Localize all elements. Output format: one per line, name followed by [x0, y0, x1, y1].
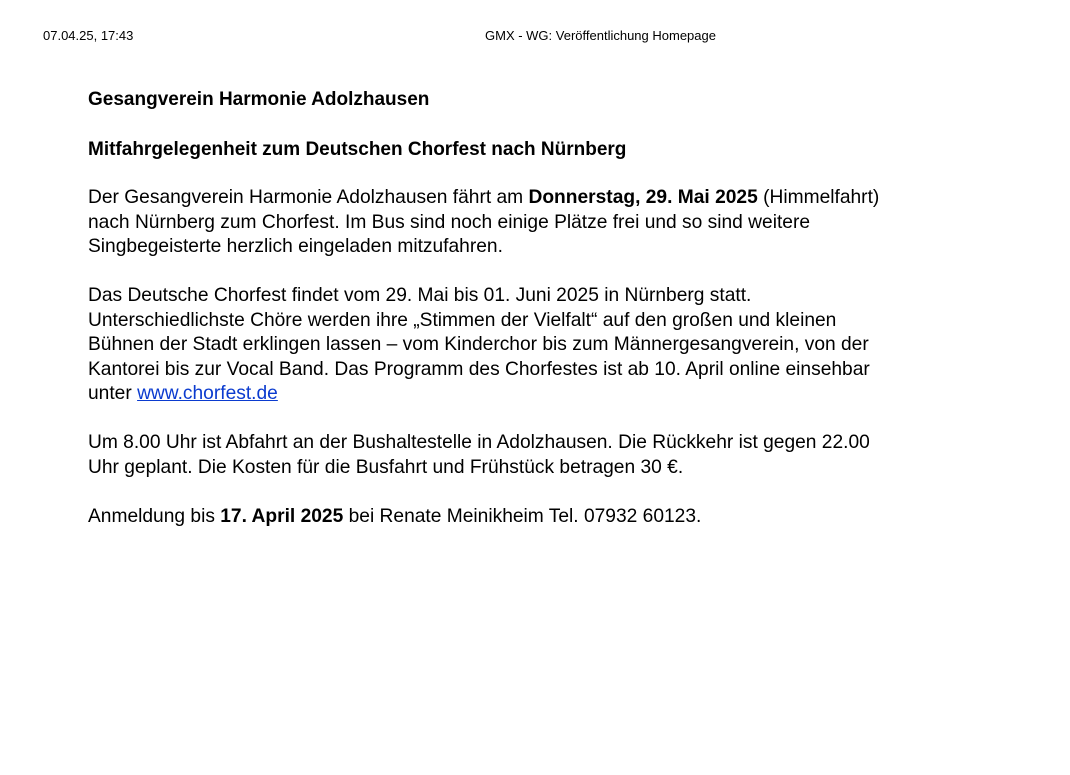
paragraph-text: Um 8.00 Uhr ist Abfahrt an der Bushaltestelle in Adolzhausen. Die Rückkehr ist gegen 22.00 — [88, 432, 870, 453]
print-date: 07.04.25, 17:43 — [43, 28, 134, 43]
paragraph-text: Singbegeisterte herzlich eingeladen mitzufahren. — [88, 236, 503, 257]
paragraph-chorfest-info — [88, 284, 1008, 407]
trip-date: Donnerstag, 29. Mai 2025 — [528, 187, 758, 208]
paragraph-text: Uhr geplant. Die Kosten für die Busfahrt und Frühstück betragen 30 €. — [88, 456, 684, 478]
document-body — [88, 88, 1008, 554]
print-header — [0, 27, 1070, 45]
paragraph-text: Das Deutsche Chorfest findet vom 29. Mai bis 01. Juni 2025 in Nürnberg statt. — [88, 285, 752, 306]
registration-deadline: 17. April 2025 — [220, 505, 344, 527]
paragraph-trip-intro — [88, 186, 1008, 260]
paragraph-text: (Himmelfahrt) — [757, 187, 880, 208]
paragraph-text: Kantorei bis zur Vocal Band. Das Programm des Chorfestes ist ab 10. April online einsehbar — [88, 358, 870, 380]
paragraph-schedule — [88, 431, 1008, 480]
paragraph-text: Unterschiedlichste Chöre werden ihre „Stimmen der Vielfalt“ auf den großen und kleinen — [88, 309, 837, 331]
paragraph-text: Der Gesangverein Harmonie Adolzhausen fährt am — [88, 187, 529, 208]
paragraph-text: unter — [88, 383, 138, 404]
paragraph-text: bei Renate Meinikheim Tel. 07932 60123. — [343, 505, 702, 527]
paragraph-text: Bühnen der Stadt erklingen lassen – vom Kinderchor bis zum Männergesangverein, von der — [88, 334, 869, 355]
ride-share-heading: Mitfahrgelegenheit zum Deutschen Chorfest nach Nürnberg — [88, 138, 627, 160]
club-heading: Gesangverein Harmonie Adolzhausen — [88, 89, 430, 110]
print-title: GMX - WG: Veröffentlichung Homepage — [485, 28, 716, 43]
chorfest-link[interactable]: www.chorfest.de — [137, 383, 278, 404]
paragraph-text: nach Nürnberg zum Chorfest. Im Bus sind noch einige Plätze frei und so sind weitere — [88, 211, 811, 233]
paragraph-text: Anmeldung bis — [88, 505, 221, 527]
paragraph-registration — [88, 505, 1008, 530]
